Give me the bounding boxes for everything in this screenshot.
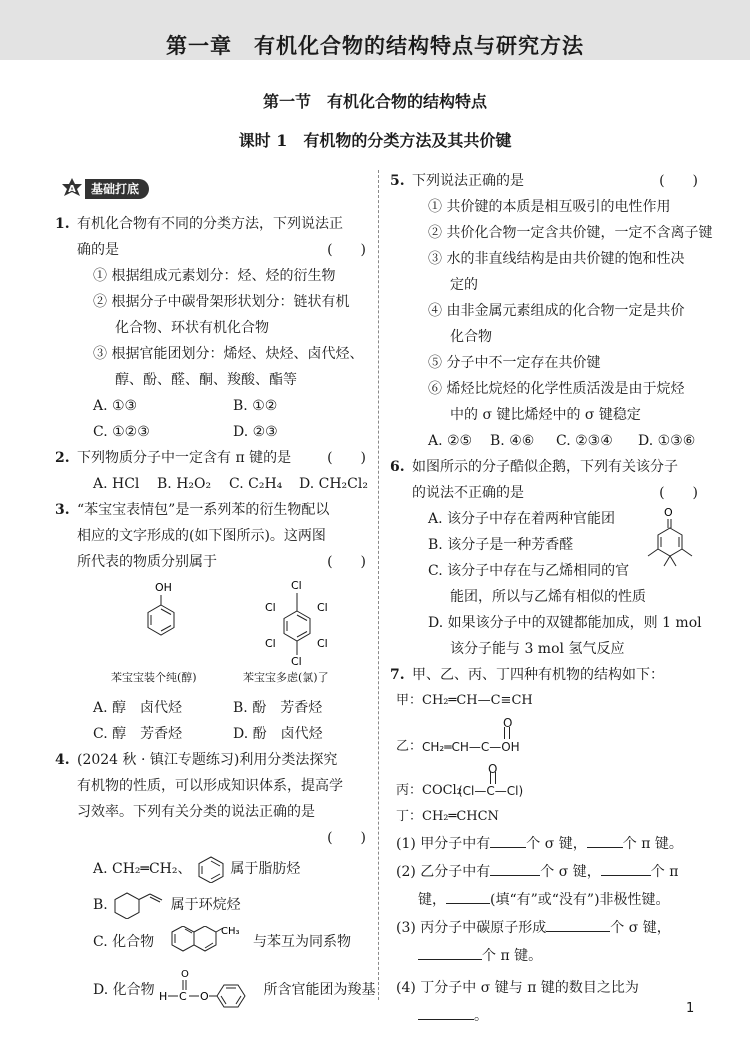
question-text: (2024 秋 · 镇江专题练习)利用分类法探究 bbox=[77, 752, 338, 768]
section-badge bbox=[59, 178, 149, 200]
option-d[interactable]: D. CH₂Cl₂ bbox=[299, 476, 368, 492]
structure-bing: 丙：COCl₂ (Cl—C—Cl) O bbox=[396, 762, 524, 798]
answer-blank[interactable] bbox=[490, 860, 540, 876]
sub-question-3: (3) 丙分子中碳原子形成 个 σ 键， bbox=[396, 914, 702, 942]
option-c[interactable]: C. ①②③ bbox=[93, 424, 150, 440]
structure-jia: 甲：CH₂═CH—C≡CH bbox=[396, 693, 533, 708]
sub-question-1: (1) 甲分子中有 个 σ 键， 个 π 键。 bbox=[396, 830, 702, 858]
statement-item: ② 根据分子中碳骨架形状划分：链状有机 bbox=[93, 294, 350, 310]
statement-item: 化合物、环状有机化合物 bbox=[115, 320, 269, 336]
option-d[interactable]: D. 酚 卤代烃 bbox=[233, 726, 323, 742]
question-number: 5. bbox=[390, 173, 405, 189]
q7-structures bbox=[390, 688, 702, 830]
cl-label: Cl bbox=[317, 637, 328, 650]
question-1 bbox=[55, 211, 370, 445]
cl-label: Cl bbox=[317, 601, 328, 614]
option-c[interactable]: C. C₂H₄ bbox=[229, 476, 283, 492]
svg-text:O: O bbox=[181, 969, 189, 980]
option-d-continued: 该分子能与 3 mol 氢气反应 bbox=[450, 641, 625, 657]
question-text: 下列物质分子中一定含有 π 键的是 bbox=[77, 450, 292, 466]
structure-ding: 丁：CH₂═CHCN bbox=[396, 809, 499, 824]
statement-item: 化合物 bbox=[450, 329, 492, 345]
column-divider bbox=[378, 170, 379, 1000]
svg-text:O: O bbox=[664, 506, 673, 519]
page-number: 1 bbox=[686, 1001, 695, 1016]
figure-caption-2: 苯宝宝多虑(氯)了 bbox=[243, 671, 329, 684]
statement-item: ① 共价键的本质是相互吸引的电性作用 bbox=[428, 199, 671, 215]
q7-subquestions bbox=[390, 830, 702, 1030]
structure-yi: 乙： CH₂═CH—C—OH O bbox=[396, 716, 520, 754]
cl-label: Cl bbox=[265, 601, 276, 614]
option-b[interactable]: B. ①② bbox=[233, 398, 278, 414]
question-text: “苯宝宝表情包”是一系列苯的衍生物配以 bbox=[77, 502, 330, 518]
option-a[interactable]: A. ①③ bbox=[93, 398, 138, 414]
question-3 bbox=[55, 497, 370, 747]
question-number: 1. bbox=[55, 216, 70, 232]
lesson-title: 课时 1 有机物的分类方法及其共价键 bbox=[238, 131, 512, 150]
vinylcyclohexane-structure bbox=[112, 891, 166, 919]
statement-item: ① 根据组成元素划分：烃、烃的衍生物 bbox=[93, 268, 336, 284]
question-text: 确的是 bbox=[77, 242, 119, 258]
option-a[interactable]: A. 醇 卤代烃 bbox=[93, 700, 183, 716]
question-text: 有机化合物有不同的分类方法，下列说法正 bbox=[77, 216, 343, 232]
answer-blank[interactable] bbox=[418, 1004, 474, 1020]
question-2 bbox=[55, 445, 370, 497]
option-c[interactable]: C. 化合物 CH₃ 与苯互为同系物 bbox=[77, 923, 370, 961]
badge-label: 基础打底 bbox=[85, 179, 149, 199]
answer-paren: ( ) bbox=[327, 450, 366, 466]
answer-paren: ( ) bbox=[327, 242, 366, 258]
statement-item: 定的 bbox=[450, 277, 478, 293]
question-text: 所代表的物质分别属于 bbox=[77, 554, 217, 570]
question-text: 有机物的性质，可以形成知识体系，提高学 bbox=[77, 778, 343, 794]
option-c[interactable]: C. ②③④ bbox=[556, 433, 613, 449]
sub-question-3-continued: 个 π 键。 bbox=[396, 942, 702, 970]
svg-text:C: C bbox=[179, 990, 187, 1003]
badge-a-icon bbox=[59, 178, 85, 200]
option-b[interactable]: B. 酚 芳香烃 bbox=[233, 700, 323, 716]
sub-question-4: (4) 丁分子中 σ 键与 π 键的数目之比为 bbox=[396, 980, 639, 996]
cl-label: Cl bbox=[265, 637, 276, 650]
answer-paren: ( ) bbox=[327, 830, 366, 846]
question-5 bbox=[390, 168, 713, 454]
section-title: 第一节 有机化合物的结构特点 bbox=[262, 92, 487, 111]
sub-question-2-continued: 键， (填“有”或“没有”)非极性键。 bbox=[396, 886, 702, 914]
svg-text:CH₃: CH₃ bbox=[220, 926, 240, 937]
cl-label: Cl bbox=[291, 655, 302, 668]
sub-question-4-continued: 。 bbox=[396, 1002, 702, 1030]
statement-item: 醇、酚、醛、酮、羧酸、酯等 bbox=[115, 372, 297, 388]
question-text: 相应的文字形成的(如下图所示)。这两图 bbox=[77, 528, 326, 544]
option-c[interactable]: C. 该分子中存在与乙烯相同的官 bbox=[428, 563, 630, 579]
chapter-title: 第一章 有机化合物的结构特点与研究方法 bbox=[166, 34, 584, 58]
question-text: 如图所示的分子酷似企鹅，下列有关该分子 bbox=[412, 459, 678, 475]
answer-blank[interactable] bbox=[546, 916, 610, 932]
figure-caption-1: 苯宝宝装个纯(醇) bbox=[111, 671, 197, 684]
cl-label: Cl bbox=[291, 579, 302, 592]
statement-item: ⑤ 分子中不一定存在共价键 bbox=[428, 355, 601, 371]
answer-paren: ( ) bbox=[659, 485, 698, 501]
option-d[interactable]: D. ①③⑥ bbox=[638, 433, 696, 449]
statement-item: ③ 水的非直线结构是由共价键的饱和性决 bbox=[428, 251, 685, 267]
question-number: 4. bbox=[55, 752, 70, 768]
question-number: 3. bbox=[55, 502, 70, 518]
option-a[interactable]: A. 该分子中存在着两种官能团 bbox=[428, 511, 616, 527]
answer-blank[interactable] bbox=[490, 832, 526, 848]
answer-blank[interactable] bbox=[601, 860, 651, 876]
badge-letter: A bbox=[68, 184, 76, 195]
statement-item: 中的 σ 键比烯烃中的 σ 键稳定 bbox=[450, 407, 641, 423]
answer-blank[interactable] bbox=[587, 832, 623, 848]
answer-blank[interactable] bbox=[418, 944, 482, 960]
statement-item: ② 共价化合物一定含共价键，一定不含离子键 bbox=[428, 225, 713, 241]
option-b[interactable]: B. 该分子是一种芳香醛 bbox=[428, 537, 574, 553]
question-7 bbox=[390, 662, 702, 688]
q3-figures bbox=[77, 575, 370, 695]
answer-paren: ( ) bbox=[327, 554, 366, 570]
question-6 bbox=[390, 454, 702, 662]
question-text: 甲、乙、丙、丁四种有机物的结构如下： bbox=[412, 667, 664, 683]
option-a[interactable]: A. HCl bbox=[93, 476, 140, 492]
question-number: 7. bbox=[390, 667, 405, 683]
option-b[interactable]: B. H₂O₂ bbox=[157, 476, 212, 492]
option-b[interactable]: B. ④⑥ bbox=[490, 433, 535, 449]
option-b[interactable]: B. 属于环烷烃 bbox=[77, 887, 370, 923]
answer-blank[interactable] bbox=[446, 888, 490, 904]
question-number: 6. bbox=[390, 459, 405, 475]
question-text: 下列说法正确的是 bbox=[412, 173, 524, 189]
option-a[interactable]: A. ②⑤ bbox=[428, 433, 473, 449]
question-text: 的说法不正确的是 bbox=[412, 485, 524, 501]
question-4 bbox=[55, 747, 376, 1011]
question-text: 习效率。下列有关分类的说法正确的是 bbox=[77, 804, 315, 820]
methylnaphthalene-structure bbox=[159, 926, 249, 958]
statement-item: ③ 根据官能团划分：烯烃、炔烃、卤代烃、 bbox=[93, 346, 364, 362]
option-c[interactable]: C. 醇 芳香烃 bbox=[93, 726, 183, 742]
answer-paren: ( ) bbox=[659, 173, 698, 189]
benzene-structure bbox=[196, 855, 226, 883]
svg-text:H: H bbox=[159, 990, 168, 1003]
option-a[interactable]: A. CH₂═CH₂、 属于脂肪烃 bbox=[77, 851, 370, 887]
option-d[interactable]: D. ②③ bbox=[233, 424, 278, 440]
statement-item: ④ 由非金属元素组成的化合物一定是共价 bbox=[428, 303, 685, 319]
sub-question-2: (2) 乙分子中有 个 σ 键， 个 π bbox=[396, 858, 702, 886]
left-column bbox=[55, 168, 376, 1011]
option-d[interactable]: D. 如果该分子中的双键都能加成，则 1 mol bbox=[428, 615, 702, 631]
penguin-molecule-structure bbox=[640, 506, 700, 576]
phenyl-formate-structure bbox=[159, 968, 259, 1012]
option-d[interactable]: D. 化合物 O H C O 所含官能团为羧基 bbox=[77, 961, 370, 1011]
question-number: 2. bbox=[55, 450, 70, 466]
right-column bbox=[390, 168, 713, 1030]
statement-item: ⑥ 烯烃比烷烃的化学性质活泼是由于烷烃 bbox=[428, 381, 685, 397]
svg-text:O: O bbox=[200, 990, 209, 1003]
oh-label: OH bbox=[155, 581, 172, 594]
option-c-continued: 能团，所以与乙烯有相似的性质 bbox=[450, 589, 646, 605]
